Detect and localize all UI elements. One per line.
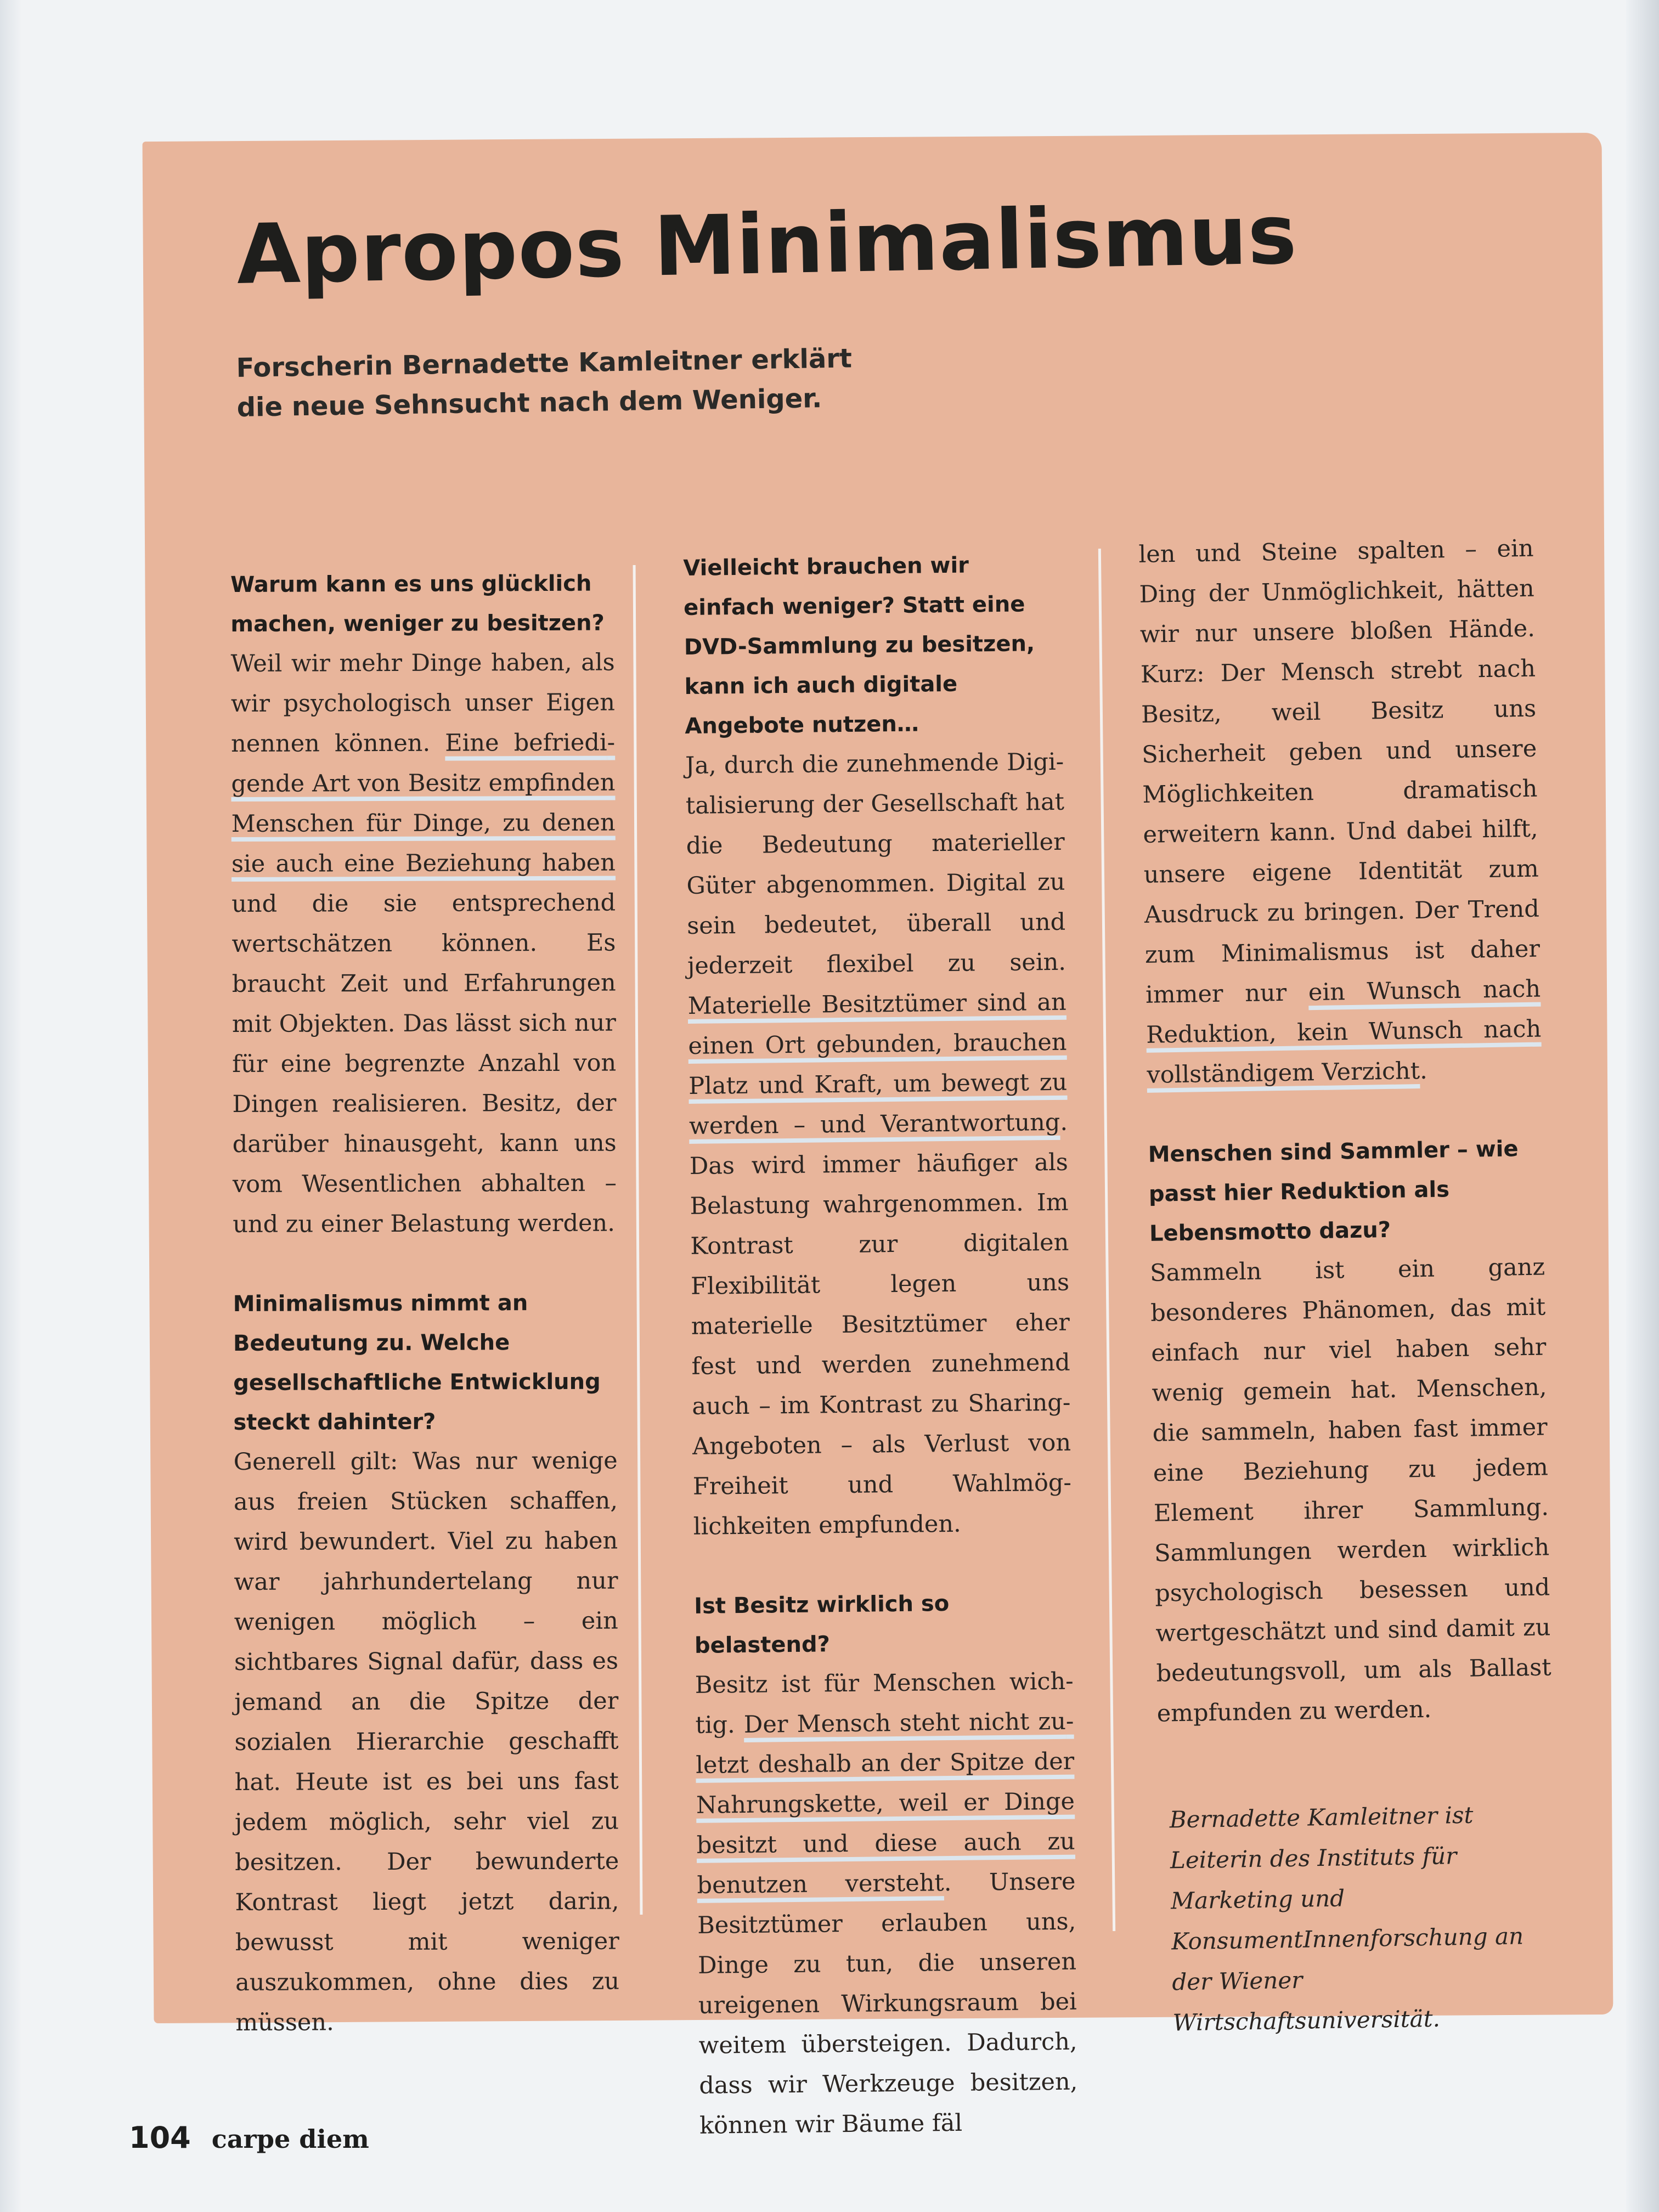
text-column-3	[1138, 529, 1557, 2044]
answer-5: Sammeln ist ein ganz besonderes Phänomen, das mit einfach nur viel haben sehr wenig gemein hat. Menschen, die sammeln, haben fast immer eine Beziehung zu jedem Element ihrer Sammlung. Sammlungen werden wirklich psychologisch besessen und wertgeschätzt und sind damit zu bedeutungsvoll, um als Ballast empfunden zu werden.	[1149, 1253, 1551, 1728]
author-bio: Bernadette Kamleitner ist Leiterin des Instituts für Marketing und KonsumentInnenforschung an der Wiener Wirtschaftsuniversität.	[1169, 1801, 1524, 2036]
answer-1-text-b: und die sie entsprechend wertschätzen können. Es braucht Zeit und Erfahrungen mit Objekten. Das lässt sich nur für eine begrenzte Anzahl von Dingen realisieren. Besitz, der darüber hinausgeht, kann uns vom Wesentlichen abhalten – und zu einer Belastung werden.	[232, 889, 617, 1238]
question-4: Ist Besitz wirklich so belastend?	[693, 1591, 950, 1658]
page-footer	[129, 2120, 369, 2155]
page-number: 104	[129, 2120, 191, 2155]
answer-4-text-c: len und Steine spalten – ein Ding der Unmöglichkeit, hätten wir nur unsere bloßen Hände. Kurz: Der Mensch strebt nach Besitz, weil Besitz uns Sicherheit geben und unsere Möglichkeiten dramatisch erweitern kann. Und dabei hilft, unsere eigene Identität zum Ausdruck zu bringen. Der Trend zum Minimalismus ist daher immer nur	[1138, 534, 1541, 1009]
answer-3-text-b: . Das wird immer häufiger als Belastung wahrgenommen. Im Kontrast zur digitalen Flexibilität legen uns materielle Besitztümer eher fest und werden zunehmend auch – im Kontrast zu Sharing-Angeboten – als Verlust von Freiheit und Wahlmöglichkeiten empfunden.	[689, 1108, 1072, 1541]
subtitle-line-1: Forscherin Bernadette Kamleitner erklärt	[236, 343, 853, 383]
question-2: Minimalismus nimmt an Bedeutung zu. Welche gesellschaftliche Entwicklung steckt dahinter?	[233, 1290, 601, 1435]
question-3: Vielleicht brauchen wir einfach weniger? Statt eine DVD-Sammlung zu besitzen, kann ich auch digitale Angebote nutzen…	[683, 552, 1035, 739]
answer-4-highlight: Der Mensch steht nicht zuletzt deshalb an der Spitze der Nahrungskette, weil er Dinge besitzt und diese auch zu benutzen versteht	[695, 1707, 1075, 1899]
article-title: Apropos Minimalismus	[235, 187, 1299, 303]
answer-2: Generell gilt: Was nur wenige aus freien Stücken schaffen, wird bewundert. Viel zu haben war jahrhundertelang nur wenigen möglich – ein sichtbares Signal dafür, dass es jemand an die Spitze der sozialen Hierarchie geschafft hat. Heute ist es bei uns fast jedem möglich, sehr viel zu besitzen. Der bewunderte Kontrast liegt jetzt darin, bewusst mit weniger auszukommen, ohne dies zu müssen.	[233, 1447, 620, 2036]
magazine-name: carpe diem	[211, 2124, 369, 2154]
answer-4-part-1	[695, 1662, 1078, 2146]
answer-4-text-d: .	[1419, 1057, 1428, 1085]
page-edge-left	[0, 0, 22, 2212]
text-column-1	[230, 564, 619, 2043]
answer-1-highlight: Eine befriedigende Art von Besitz empfinden Menschen für Dinge, zu denen sie auch eine Beziehung haben	[231, 729, 616, 878]
answer-1	[231, 643, 617, 1245]
answer-1-text-a: Weil wir mehr Dinge haben, als wir psychologisch unser Eigen nennen können.	[230, 648, 615, 758]
page-edge-right	[1626, 0, 1659, 2212]
answer-4-text-a: Besitz ist für Menschen wichtig.	[695, 1667, 1074, 1739]
answer-4-highlight-2: ein Wunsch nach Reduktion, kein Wunsch nach vollständigem Verzicht	[1146, 975, 1542, 1089]
answer-3-highlight: Materielle Besitztümer sind an einen Ort gebunden, brauchen Platz und Kraft, um bewegt zu werden – und Verantwortung	[687, 988, 1068, 1140]
subtitle-line-2: die neue Sehnsucht nach dem Weniger.	[236, 383, 822, 423]
answer-4-part-2	[1138, 529, 1542, 1096]
answer-3-text-a: Ja, durch die zunehmende Digitalisierung der Gesellschaft hat die Bedeutung materieller Güter abgenommen. Digital zu sein bedeutet, überall und jederzeit flexibel zu sein.	[685, 748, 1066, 980]
article-subtitle	[236, 337, 950, 427]
text-column-2	[683, 545, 1078, 2146]
question-1: Warum kann es uns glücklich machen, weniger zu besitzen?	[230, 571, 605, 637]
answer-4-text-b: . Unsere Besitztümer erlauben uns, Dinge zu tun, die unseren ureigenen Wirkungsraum bei weitem übersteigen. Dadurch, dass wir Werkzeuge besitzen, können wir Bäume fäl	[697, 1867, 1078, 2140]
answer-3	[685, 742, 1072, 1547]
question-5: Menschen sind Sammler – wie passt hier Reduktion als Lebensmotto dazu?	[1148, 1136, 1519, 1246]
